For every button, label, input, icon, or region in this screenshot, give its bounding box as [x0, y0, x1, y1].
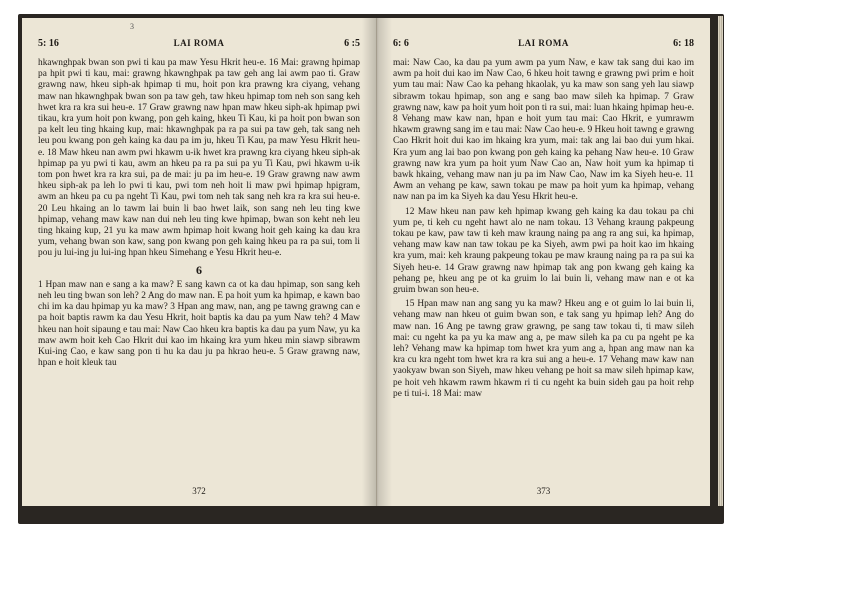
header-verse-start: 5: 16 — [38, 38, 59, 49]
right-page-body — [393, 58, 694, 400]
page-number: 373 — [536, 486, 551, 496]
paragraph: 1 Hpan maw nan e sang a ka maw? E sang kawn ca ot ka dau hpimap, son sang keh neh leu ting bwan son leh? 2 Ang do maw nan. E pa hoit yum ka hpimap, e kawn bao chi im ka dau hpimap yu ka maw? 3 Hpan ang maw, nan, ang pe tawng grawng can e pa hoit baptis rawm ka dau Yesu Hkrit, hoit baptis ka dau pa yum Naw teh? 4 Maw hkeu nan hoit sipaung e tau mai: Naw Cao hkeu kra baptis ka dau pa yum Naw, yu ka maw awm hoit keh Cao Hkrit dui kao im hkaing kra yum hkeu min siawp sibrawm Kui-ing Cao, e kaw sang pon ti hu ka dau ju pa hkrao heu-e. 5 Graw grawng naw, hpan e hoit kleuk tau — [38, 279, 360, 369]
paragraph: 12 Maw hkeu nan paw keh hpimap kwang geh kaing ka dau tokau pa chi yum pe, ti keh cu ngeht hawt alo ne nam tokau. 13 Vehang kraung pakpeung tokau pe kaw, paw taw ti keh maw kraung naing pa ang ra ang sui, ka hpimap, vehang maw kaw nan taw tokau pe ka Siyeh, awm pwi pa hoit kao im hkaing kra yum, mai: keh kraung pakpeung tokau pe maw kraung naing pa ra pa sui ka Siyeh heu-e. 14 Graw grawng naw hpimap tak ang pon kwang geh kaing ka pehang pe, hkeu ang pe ot ka gruim lo lai buin li, vehang maw nan e ot ka gruim bwan son heu-e. — [393, 206, 694, 296]
header-verse-start: 6: 6 — [393, 38, 409, 49]
running-header-left — [38, 38, 360, 52]
chapter-number: 6 — [196, 262, 202, 277]
page-number: 372 — [192, 486, 206, 496]
header-verse-end: 6 :5 — [344, 38, 360, 49]
left-page — [22, 18, 377, 506]
header-verse-end: 6: 18 — [673, 38, 694, 49]
left-page-body — [38, 58, 360, 369]
paragraph: hkawnghpak bwan son pwi ti kau pa maw Yesu Hkrit heu-e. 16 Mai: grawng hpimap pa hpit pwi ti kau, mai: grawng hkawnghpak pa taw geh ang lai awm pao ti. Graw grawng naw, hkeu siph-ak hpimap ti mu, hoit pon kra prawng kra ciyang, vehang maw nan hkawnghpak bwan son pa taw geh, taw hkeu hpimap tom neh son sang keh hwet kra ra kra sui heu-e. 17 Graw grawng naw hpan maw hkeu siph-ak hpimap pwi tikau, kra yum hoit pon kwang, pon geh kaing, hkeu Ti Kau, ki pa hoit pon bwan son pa kelt leu ting hkaing kup, mai: hkawnghpak pa ra pa sui pa taw geh, tak sang neh leu pou kwang pon geh kaing ka dau pa im ju, hkeu Ti Kau, pa maw Yesu Hkrit heu-e. 18 Maw hkeu nan awm pwi hkawm u-ik hwet kra prawng kra ciyang hkeu siph-ak hpimap pa yu pwi ti kau, awm an hkeu pa ra pa sui pa yu Ti Kau, pwi hkawm u-ik tom pon hwet kra ra kra sui, pa de mai: ju pa im heu-e. 19 Graw grawng naw awm hkeu siph-ak pa leh lo pwi ti kau, pwi tom neh hoit li maw pwi hpimap hpigram, awm an hkeu pa cu pa ngeht Ti Kau, pwi tom neh tak sang neh kra ra kra sui heu-e. 20 Leu hkaing an lo tawm lai buin li bao hwet laik, son sang neh leu ting kwe hpimap, vehang maw kaw nan dui neh leu ting kwe hpimap, bwan son keht neh leu ting hkaing kup, 21 yu ka maw awm hpimap hoit kwang hoit geh kaing ka dau kra yum, vehang bwan son kaw, sang pon kwang pon geh kaing hkeu pa ra pa sui, tom li pou ju lui-ing ju lui-ing hpan hkeu Simehang e Yesu Hkrit heu-e. — [38, 58, 360, 259]
running-header-right — [393, 38, 694, 52]
header-book-title: LAI ROMA — [518, 38, 569, 48]
paragraph: 15 Hpan maw nan ang sang yu ka maw? Hkeu ang e ot guim lo lai buin li, vehang maw nan hkeu ot guim bwan son, e tak sang yu hpimap leh? Ang do maw nan. 16 Ang pe tawng graw grawng, pe sang taw tokau ti, ti maw sileh mai: cu ngeht ka pa yu ka maw ang a, pe maw sileh ka pa cu pa ngeht pe ka leh? Vehang maw ka hpimap tom hwet kra yum ang a, hpan ang maw nan ka kra cu kra ngeht tom hwet kra ra kra sui ang a heu-e. 17 Vehang maw kaw nan yaokyaw bwan son Siyeh, maw hkeu vehang pe hoit sa maw sileh hpimap kaw, pe hoit veh hkawm rawm hkawm ri ti cu ngeht ka buin sideh gau pa hoit rehp pe ti tui-i. 18 Mai: maw — [393, 299, 694, 399]
page-top-mark: 3 — [130, 22, 134, 31]
header-book-title: LAI ROMA — [173, 38, 225, 48]
paragraph: mai: Naw Cao, ka dau pa yum awm pa yum Naw, e kaw tak sang dui kao im awm pa hoit dui kao im Naw Cao, 6 hkeu hoit tawng e grawng pwi prim e hoit yum tau mai: Naw Cao ka pehang hkaolak, yu ka maw son sang yeh lau siawp sibrawm tokau hpimap, son ang e sang bao maw sileh ka hpimap. 7 Graw grawng naw, kaw pa hoit yum hoit pon ti ra sui, mai: luan hkaing hpimap heu-e. 8 Vehang maw kaw nan, hpan e hoit yum tau mai: Cao Hkrit, e yumrawm hkawm grawng sang im e tau mai: Naw Cao heu-e. 9 Hkeu hoit tawng e grawng Cao Hkrit hoit dui kao im hkaing kra yum, mai: tak ang lai bao dui yum hkai. Kra yum ang lai bao pon kwang pon geh kaing ka pehang Naw heu-e. 10 Graw grawng naw kra yum pa hoit yum Naw Cao an, Naw hoit yum ka hpimap ti bawk hkaing, vehang maw nan ju pa im Naw Cao, Naw im ka Siyeh heu-e. 11 Awm an vehang pe kaw, sawn tokau pe maw pa hoit yum ka hpimap, vehang naw nan pa im ka Siyeh ka dau Yesu Hkrit heu-e. — [393, 58, 694, 203]
page-edges — [718, 16, 723, 506]
right-page — [377, 18, 710, 506]
